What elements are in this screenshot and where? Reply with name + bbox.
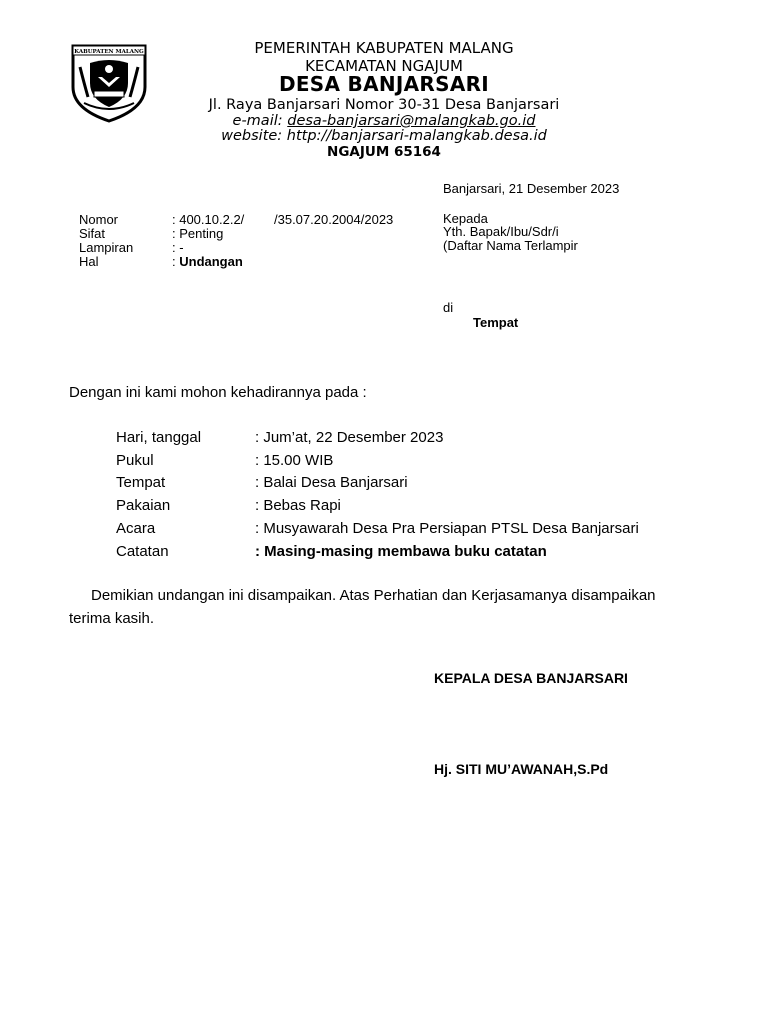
district-name: KECAMATAN NGAJUM <box>305 57 463 75</box>
detail-label-time: Pukul <box>116 452 154 469</box>
coat-of-arms-logo <box>70 43 148 123</box>
recipient-kepada: Kepada <box>443 211 488 226</box>
signature-name: Hj. SITI MU’AWANAH,S.Pd <box>434 761 609 777</box>
detail-value-place: : Balai Desa Banjarsari <box>255 474 408 491</box>
meta-value-lampiran: : - <box>172 240 184 255</box>
website-line: website: http://banjarsari-malangkab.desa.id <box>221 128 547 144</box>
government-name: PEMERINTAH KABUPATEN MALANG <box>254 39 514 57</box>
svg-text:KABUPATEN MALANG: KABUPATEN MALANG <box>74 49 144 55</box>
detail-value-time: : 15.00 WIB <box>255 452 334 469</box>
detail-label-event: Acara <box>116 520 156 537</box>
recipient-yth: Yth. Bapak/Ibu/Sdr/i <box>443 224 559 239</box>
city-zip: NGAJUM 65164 <box>327 144 441 160</box>
recipient-list: (Daftar Nama Terlampir <box>443 238 578 253</box>
detail-value-event: : Musyawarah Desa Pra Persiapan PTSL Desa Banjarsari <box>255 520 639 537</box>
detail-label-note: Catatan <box>116 543 169 560</box>
address: Jl. Raya Banjarsari Nomor 30-31 Desa Banjarsari <box>208 97 560 113</box>
recipient-tempat: Tempat <box>473 315 519 330</box>
meta-value-hal-text: Undangan <box>179 254 243 269</box>
detail-label-date: Hari, tanggal <box>116 429 202 446</box>
signature-title: KEPALA DESA BANJARSARI <box>434 670 628 686</box>
meta-label-hal: Hal <box>79 254 99 269</box>
date-line: Banjarsari, 21 Desember 2023 <box>443 181 620 196</box>
meta-label-lampiran: Lampiran <box>79 240 134 255</box>
closing-line-1: Demikian undangan ini disampaikan. Atas Perhatian dan Kerjasamanya disampaikan <box>91 587 656 604</box>
recipient-di: di <box>443 300 454 315</box>
detail-value-note: : Masing-masing membawa buku catatan <box>255 543 547 560</box>
email-label: e-mail: <box>232 113 288 129</box>
closing-line-2: terima kasih. <box>69 610 155 627</box>
opening-line: Dengan ini kami mohon kehadirannya pada : <box>69 384 367 401</box>
meta-label-sifat: Sifat <box>79 226 106 241</box>
meta-value-nomor: : 400.10.2.2/ <box>172 212 245 227</box>
detail-label-attire: Pakaian <box>116 497 171 514</box>
meta-label-nomor: Nomor <box>79 212 119 227</box>
detail-value-date: : Jum’at, 22 Desember 2023 <box>255 429 444 446</box>
email-line <box>180 113 588 129</box>
detail-value-attire: : Bebas Rapi <box>255 497 341 514</box>
village-name: DESA BANJARSARI <box>278 72 490 96</box>
meta-value-hal <box>172 254 243 269</box>
detail-label-place: Tempat <box>116 474 166 491</box>
meta-value-hal-colon: : <box>172 254 180 269</box>
meta-value-sifat: : Penting <box>172 226 224 241</box>
email-link[interactable]: desa-banjarsari@malangkab.go.id <box>287 113 536 129</box>
meta-value-nomor-suffix: /35.07.20.2004/2023 <box>274 212 394 227</box>
